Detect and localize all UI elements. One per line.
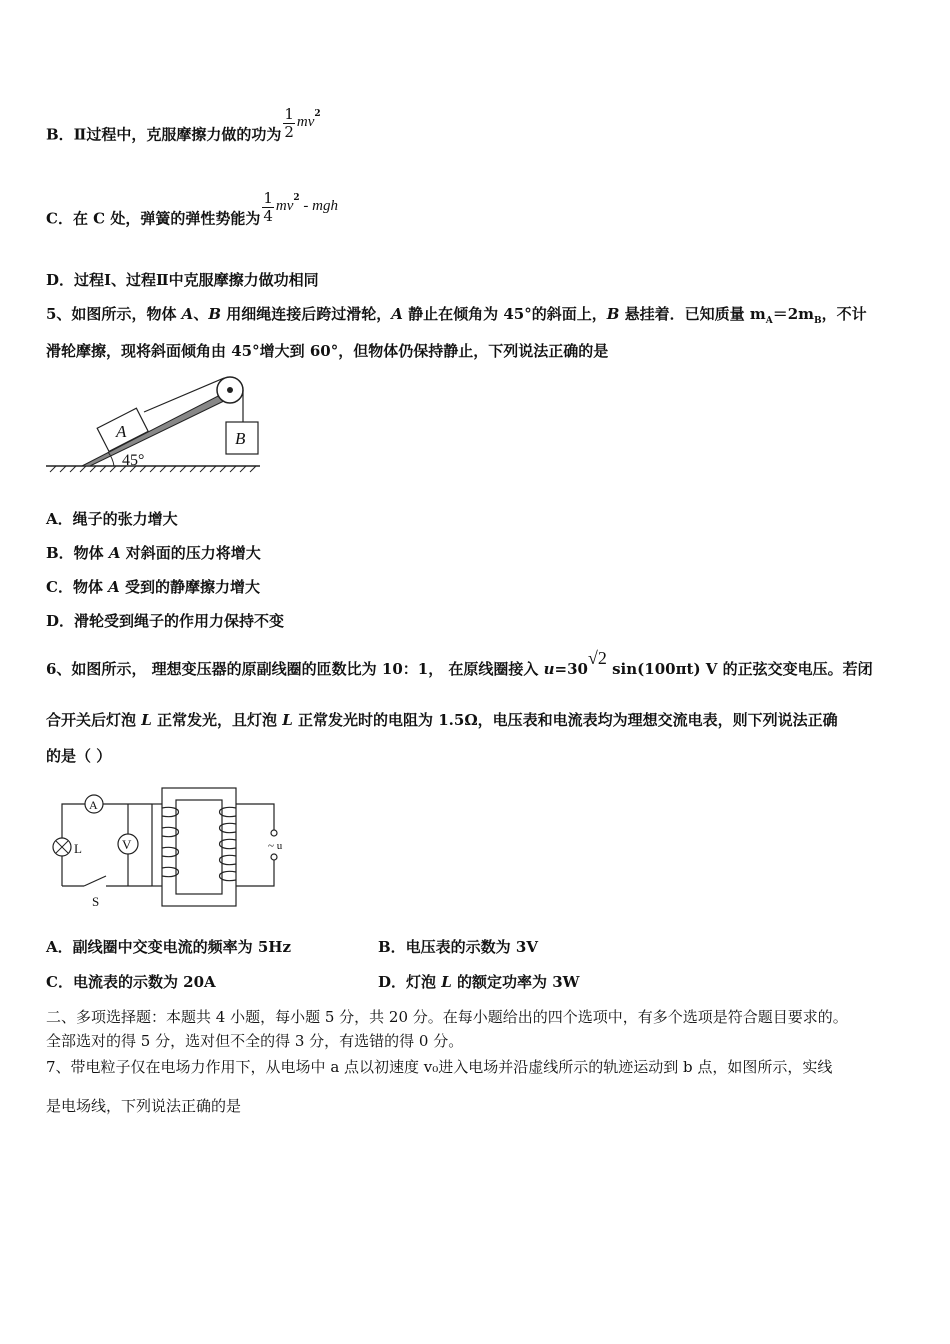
transformer-circuit-figure (44, 786, 304, 912)
voltmeter-label: V (122, 837, 132, 852)
core-inner (176, 800, 222, 894)
switch-lever (84, 876, 106, 886)
ground-hatching (50, 466, 256, 472)
q5-option-b: B．物体 A 对斜面的压力将增大 (46, 544, 261, 562)
q7-stem-line1: 7、带电粒子仅在电场力作用下，从电场中 a 点以初速度 v₀进入电场并沿虚线所示的轨迹运动到 b 点，如图所示，实线 (46, 1058, 833, 1076)
pulley-axle (227, 387, 233, 393)
q4-option-d: D．过程Ⅰ、过程Ⅱ中克服摩擦力做功相同 (46, 271, 319, 289)
q7-stem-line2: 是电场线，下列说法正确的是 (46, 1097, 242, 1115)
terminal-top (271, 830, 277, 836)
lamp-label: L (74, 841, 82, 856)
fraction: $\frac{1}{4}$ (263, 189, 273, 225)
core-outer (162, 788, 236, 906)
block-b-label: B (235, 429, 246, 448)
q4-option-b: B．Ⅱ过程中，克服摩擦力做的功为 $\frac{1}{2}$ $mv^2$ (46, 105, 321, 144)
q6-option-a: A．副线圈中交变电流的频率为 5Hz (46, 938, 291, 956)
angle-label: 45° (122, 452, 145, 469)
q6-option-d: D．灯泡 L 的额定功率为 3W (378, 973, 580, 991)
q4-option-c: C．在 C 处，弹簧的弹性势能为 $\frac{1}{4}$ $mv^2$ - mgh (46, 189, 338, 228)
source-label: ~ u (268, 840, 283, 852)
section2-instructions-line1: 二、多项选择题：本题共 4 小题，每小题 5 分，共 20 分。在每小题给出的四个选项中，有多个选项是符合题目要求的。 (46, 1008, 848, 1026)
q6-stem-line2: 合开关后灯泡 L 正常发光，且灯泡 L 正常发光时的电阻为 1.5Ω，电压表和电流表均为理想交流电表，则下列说法正确 (46, 711, 838, 729)
incline-pulley-figure (44, 372, 264, 480)
q6-stem-line3: 的是（ ） (46, 747, 112, 765)
ammeter-label: A (89, 798, 98, 812)
q6-stem-line1: 6、如图所示， 理想变压器的原副线圈的匝数比为 10：1， 在原线圈接入 u=30√2 sin(100πt) V 的正弦交变电压。若闭 (46, 648, 873, 678)
q5-option-a: A．绳子的张力增大 (46, 510, 178, 528)
q5-stem-line1: 5、如图所示，物体 A、B 用细绳连接后跨过滑轮，A 静止在倾角为 45°的斜面上，B 悬挂着．已知质量 $m_A=2m_B$，不计 (46, 305, 867, 326)
switch-label: S (92, 894, 100, 909)
block-a-label: A (116, 422, 127, 441)
fraction: $\frac{1}{2}$ (284, 105, 294, 141)
q5-stem-line2: 滑轮摩擦，现将斜面倾角由 45°增大到 60°，但物体仍保持静止，下列说法正确的是 (46, 342, 609, 360)
q6-option-c: C．电流表的示数为 20A (46, 973, 216, 991)
q5-option-d: D．滑轮受到绳子的作用力保持不变 (46, 612, 285, 630)
terminal-bottom (271, 854, 277, 860)
section2-instructions-line2: 全部选对的得 5 分，选对但不全的得 3 分，有选错的得 0 分。 (46, 1032, 464, 1050)
q6-option-b: B．电压表的示数为 3V (378, 938, 538, 956)
q5-option-c: C．物体 A 受到的静摩擦力增大 (46, 578, 261, 596)
